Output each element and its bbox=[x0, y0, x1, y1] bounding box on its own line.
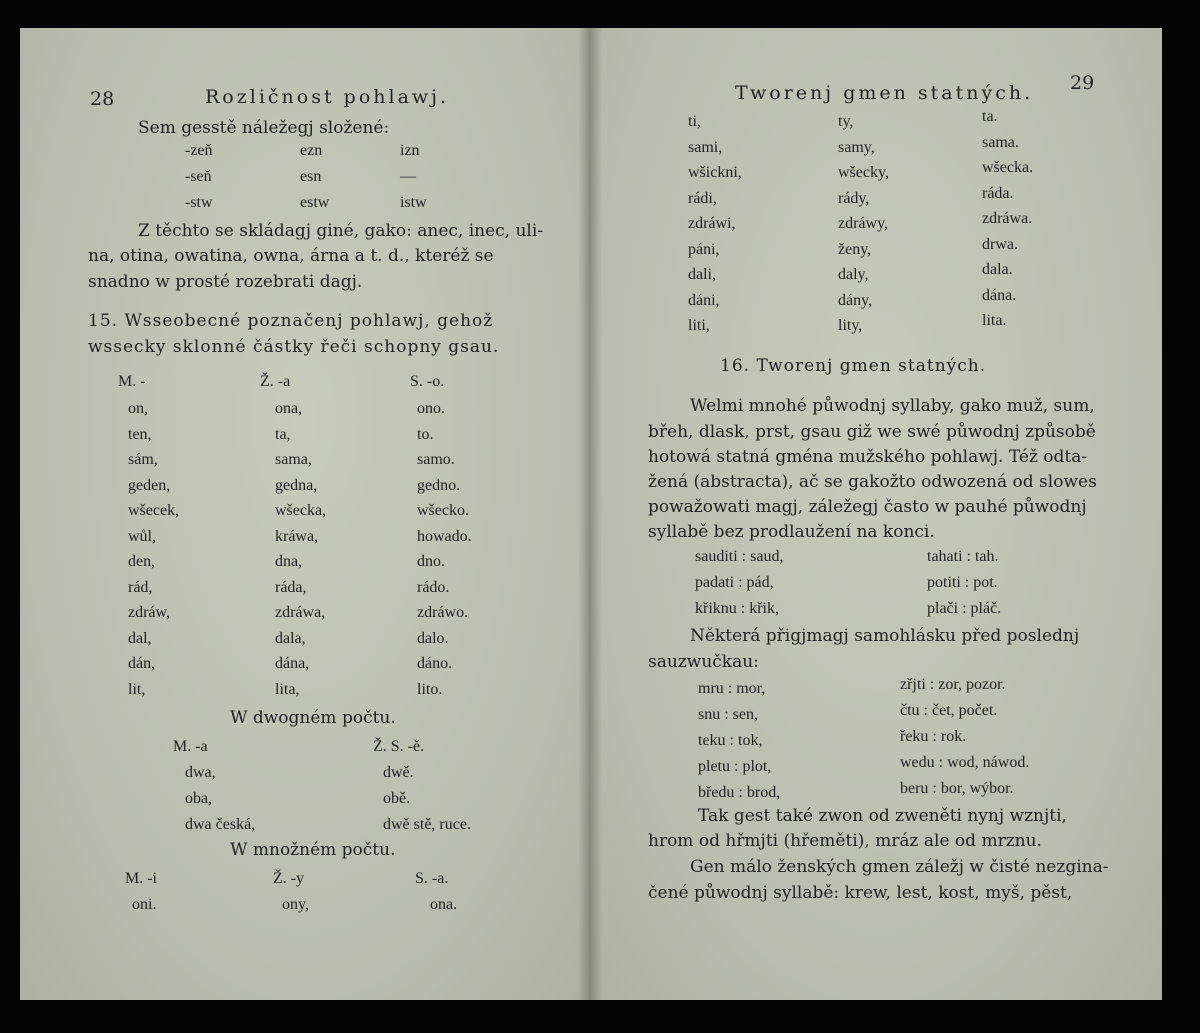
table-cell: lito. bbox=[417, 680, 443, 698]
table-cell: dána, bbox=[275, 655, 310, 672]
example: čtu : čet, počet. bbox=[900, 702, 998, 719]
subheading: W množném počtu. bbox=[230, 840, 396, 860]
table-cell: dal, bbox=[128, 629, 152, 647]
example: wedu : wod, náwod. bbox=[900, 754, 1030, 771]
table-cell: ty, bbox=[838, 113, 854, 130]
column-head: S. -o. bbox=[410, 373, 445, 390]
table-cell: drwa. bbox=[982, 235, 1018, 253]
right-page bbox=[590, 28, 1162, 1000]
paragraph-line: břeh, dlask, prst, gsau giž we swé půwodnj způsobě bbox=[648, 422, 1096, 442]
table-cell: ti, bbox=[688, 113, 701, 130]
example: plači : pláč. bbox=[927, 600, 1002, 617]
table-cell: dány, bbox=[838, 291, 873, 309]
table-cell: zdráwa. bbox=[982, 210, 1033, 227]
suffix-cell: -zeň bbox=[185, 142, 213, 159]
table-cell: on, bbox=[128, 400, 148, 417]
example: potiti : pot. bbox=[927, 574, 998, 591]
column-head: Ž. -a bbox=[260, 373, 291, 390]
table-cell: dna, bbox=[275, 553, 303, 570]
paragraph-line: sauzwučkau: bbox=[648, 652, 759, 672]
table-cell: den, bbox=[128, 553, 156, 570]
table-cell: rádi, bbox=[688, 189, 717, 207]
paragraph-line: žená (abstracta), ač se gakožto odwozená od slowes bbox=[648, 472, 1097, 492]
table-cell: dala. bbox=[982, 261, 1013, 278]
table-cell: ten, bbox=[128, 425, 152, 443]
paragraph-line: Gen málo ženských gmen záležj w čisté nezgina- bbox=[690, 857, 1109, 877]
table-cell: dwa, bbox=[185, 764, 216, 781]
paragraph-line: syllabě bez prodlaužení na konci. bbox=[648, 522, 935, 542]
table-cell: zdráwi, bbox=[688, 215, 736, 232]
running-head: Rozličnost pohlawj. bbox=[205, 86, 450, 108]
example: řeku : rok. bbox=[900, 728, 967, 745]
table-cell: geden, bbox=[128, 476, 171, 494]
table-cell: ono. bbox=[417, 400, 445, 417]
table-cell: obě. bbox=[383, 790, 411, 807]
table-cell: wšecka. bbox=[982, 159, 1034, 176]
running-head: Tworenj gmen statných. bbox=[735, 82, 1034, 104]
example: teku : tok, bbox=[698, 732, 763, 749]
table-cell: to. bbox=[417, 425, 434, 443]
table-cell: wšecek, bbox=[128, 502, 180, 519]
paragraph-line: čené půwodnj syllabě: krew, lest, kost, myš, pěst, bbox=[648, 883, 1073, 903]
column-head: M. - bbox=[118, 373, 146, 390]
table-cell: zdráwa, bbox=[275, 604, 326, 621]
table-cell: lita, bbox=[275, 680, 300, 698]
table-cell: páni, bbox=[688, 240, 720, 258]
paragraph-line: hotowá statná gména mužského pohlawj. Též odta- bbox=[648, 447, 1088, 467]
left-page bbox=[20, 28, 590, 1000]
paragraph-line: powažowati magj, záležegj často w pauhé půwodnj bbox=[648, 497, 1087, 517]
table-cell: rády, bbox=[838, 189, 870, 207]
table-cell: dáni, bbox=[688, 291, 720, 309]
table-cell: wšecko. bbox=[417, 502, 469, 519]
table-cell: kráwa, bbox=[275, 527, 319, 545]
subheading: W dwogném počtu. bbox=[230, 708, 396, 728]
paragraph-line: na, otina, owatina, owna, árna a t. d., kteréž se bbox=[88, 246, 494, 266]
suffix-cell: izn bbox=[400, 142, 420, 159]
table-cell: zdráw, bbox=[128, 604, 171, 621]
table-cell: sám, bbox=[128, 451, 158, 468]
page-number: 29 bbox=[1070, 72, 1095, 94]
table-cell: ony, bbox=[282, 896, 309, 913]
example: křiknu : křik, bbox=[695, 600, 779, 617]
paragraph-line: Některá přigjmagj samohlásku před poslednj bbox=[690, 626, 1080, 646]
page-number: 28 bbox=[90, 88, 115, 110]
table-cell: lita. bbox=[982, 312, 1007, 329]
column-head: Ž. -y bbox=[273, 870, 305, 887]
table-cell: dalo. bbox=[417, 629, 449, 647]
book-gutter bbox=[578, 28, 602, 1000]
table-cell: oni. bbox=[132, 896, 157, 913]
table-cell: ženy, bbox=[838, 240, 872, 258]
example: bředu : brod, bbox=[698, 784, 781, 801]
table-cell: samo. bbox=[417, 451, 455, 468]
column-head: M. -i bbox=[125, 870, 157, 887]
table-cell: dán, bbox=[128, 655, 156, 672]
suffix-cell: esn bbox=[300, 168, 322, 185]
table-cell: dwa česká, bbox=[185, 816, 256, 833]
table-cell: dwě. bbox=[383, 764, 414, 781]
paragraph-line: Tak gest také zwon od zweněti nynj wznjti, bbox=[698, 806, 1067, 826]
table-cell: ráda. bbox=[982, 184, 1014, 202]
example: snu : sen, bbox=[698, 706, 758, 723]
table-cell: wšickni, bbox=[688, 164, 742, 181]
example: tahati : tah. bbox=[927, 548, 999, 565]
suffix-cell: -seň bbox=[185, 168, 212, 185]
paragraph-line: Welmi mnohé půwodnj syllaby, gako muž, sum, bbox=[690, 396, 1095, 416]
section-heading: 16. Tworenj gmen statných. bbox=[720, 356, 987, 376]
table-cell: ta. bbox=[982, 108, 998, 125]
table-cell: dno. bbox=[417, 553, 445, 570]
table-cell: rádo. bbox=[417, 578, 450, 596]
table-cell: liti, bbox=[688, 317, 710, 334]
table-cell: oba, bbox=[185, 790, 213, 807]
table-cell: sama. bbox=[982, 133, 1019, 151]
column-head: S. -a. bbox=[415, 870, 449, 887]
table-cell: lit, bbox=[128, 680, 146, 698]
table-cell: ta, bbox=[275, 425, 291, 443]
table-cell: zdráwo. bbox=[417, 604, 469, 621]
suffix-cell: -stw bbox=[185, 194, 213, 211]
table-cell: wšecky, bbox=[838, 164, 889, 181]
table-cell: samy, bbox=[838, 138, 875, 156]
table-cell: dána. bbox=[982, 286, 1017, 304]
paragraph-line: Z těchto se skládagj giné, gako: anec, inec, uli- bbox=[138, 221, 544, 241]
table-cell: wůl, bbox=[128, 527, 156, 545]
table-cell: dwě stě, ruce. bbox=[383, 816, 471, 833]
table-cell: wšecka, bbox=[275, 502, 327, 519]
example: mru : mor, bbox=[698, 680, 766, 697]
table-cell: dáno. bbox=[417, 655, 453, 672]
suffix-cell: estw bbox=[300, 194, 330, 211]
table-cell: dali, bbox=[688, 266, 716, 283]
table-cell: gedna, bbox=[275, 476, 318, 494]
table-cell: dala, bbox=[275, 629, 306, 647]
column-head: Ž. S. -ě. bbox=[373, 738, 425, 755]
table-cell: sama, bbox=[275, 451, 312, 468]
column-head: M. -a bbox=[173, 738, 208, 755]
intro-line: Sem gesstě náležegj složené: bbox=[138, 118, 390, 138]
example: beru : bor, wýbor. bbox=[900, 780, 1014, 797]
example: sauditi : saud, bbox=[695, 548, 784, 565]
example: padati : pád, bbox=[695, 574, 774, 591]
example: zřjti : zor, pozor. bbox=[900, 676, 1006, 693]
paragraph-line: hrom od hřmjti (hřeměti), mráz ale od mrznu. bbox=[648, 831, 1042, 851]
section-heading: wssecky sklonné částky řeči schopny gsau. bbox=[88, 337, 500, 357]
table-cell: lity, bbox=[838, 317, 863, 334]
table-cell: gedno. bbox=[417, 476, 461, 494]
table-cell: rád, bbox=[128, 578, 153, 596]
example: pletu : plot, bbox=[698, 758, 772, 775]
table-cell: ona, bbox=[275, 400, 303, 417]
table-cell: daly, bbox=[838, 266, 869, 283]
table-cell: sami, bbox=[688, 138, 723, 156]
table-cell: howado. bbox=[417, 527, 472, 545]
table-cell: ona. bbox=[430, 896, 458, 913]
suffix-cell: ezn bbox=[300, 142, 323, 159]
suffix-cell: — bbox=[400, 168, 416, 185]
suffix-cell: istw bbox=[400, 194, 427, 211]
table-cell: zdráwy, bbox=[838, 215, 889, 232]
section-heading: 15. Wsseobecné poznačenj pohlawj, gehož bbox=[88, 311, 494, 331]
paragraph-line: snadno w prosté rozebrati dagj. bbox=[88, 272, 363, 292]
table-cell: ráda, bbox=[275, 578, 307, 596]
